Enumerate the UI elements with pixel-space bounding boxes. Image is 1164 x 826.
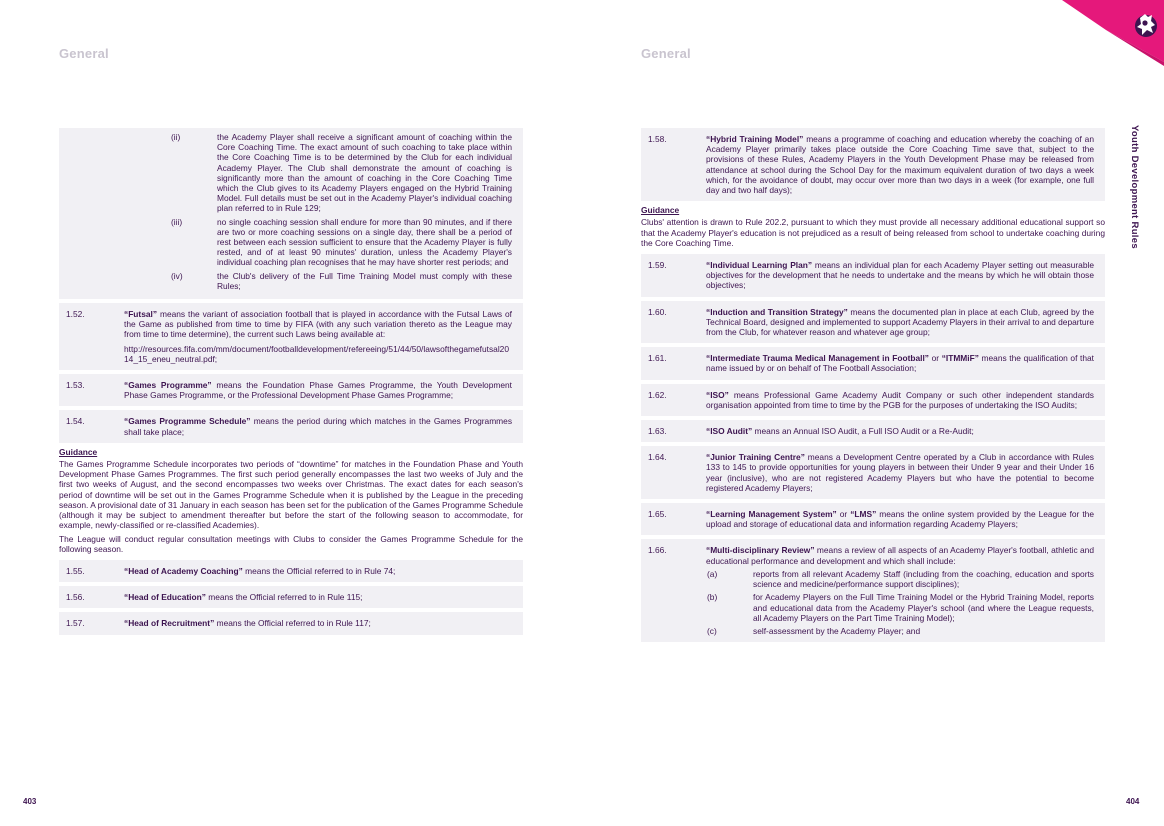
list-item (170, 271, 512, 291)
list-item (706, 569, 1094, 589)
definition-number: 1.56. (66, 592, 85, 603)
definition-term-alias: “LMS” (850, 509, 877, 520)
definition-term: “Hybrid Training Model” (706, 134, 804, 144)
definition-1-62 (641, 384, 1105, 416)
definition-1-66 (641, 539, 1105, 642)
definition-term: “Head of Education” (124, 592, 206, 603)
list-item (170, 217, 512, 268)
brand-corner-graphic (1024, 0, 1164, 70)
definition-number: 1.52. (66, 309, 85, 320)
definition-number: 1.64. (648, 452, 667, 463)
definition-body (706, 452, 1094, 493)
definition-text: means a Development Centre operated by a Club in accordance with Rules 133 to 145 to provide opportunities for young players in between their Under 9 year and their Under 16 year (inclusive), who are not registered Academy Players but who have the potential to become registered Academy Players; (706, 452, 1094, 493)
definition-body (124, 380, 512, 400)
page-number-right: 404 (1126, 797, 1140, 806)
definition-body (706, 426, 1094, 436)
definition-text: means a review of all aspects of an Academy Player's football, athletic and educational performance and development and which shall include: (706, 545, 1095, 566)
definition-number: 1.59. (648, 260, 667, 271)
definition-1-61 (641, 347, 1105, 379)
definition-body (706, 509, 1094, 529)
definition-text: means the qualification of that name issued by or on behalf of The Football Association; (706, 353, 1094, 374)
definition-term: “ISO Audit” (706, 426, 753, 437)
definition-text: means the Official referred to in Rule 117; (214, 618, 371, 629)
definition-text: means an Annual ISO Audit, a Full ISO Audit or a Re-Audit; (752, 426, 974, 437)
definition-body (124, 309, 512, 364)
definition-term: “Individual Learning Plan” (706, 260, 813, 271)
definition-body (124, 416, 512, 436)
list-number: (a) (707, 568, 718, 579)
definition-body (706, 307, 1094, 338)
left-column (59, 128, 523, 639)
definition-term: “Head of Academy Coaching” (124, 565, 243, 576)
page-header-right: General (641, 46, 691, 61)
list-item (170, 132, 512, 214)
definition-text: means Professional Game Academy Audit Company or such other independent standards organisation appointed from time to time by the PGB for the purposes of undertaking the ISO Audits; (706, 389, 1094, 410)
definition-body (706, 545, 1094, 636)
definition-term: “Multi-disciplinary Review” (706, 545, 815, 556)
definition-term: “ISO” (706, 389, 729, 400)
definition-text: means the Foundation Phase Games Programme, the Youth Development Phase Games Programme, or the Professional Development Phase Games Programme; (124, 380, 512, 401)
definition-number: 1.60. (648, 306, 667, 317)
page-header-left: General (59, 46, 109, 61)
definition-1-60 (641, 301, 1105, 344)
definition-text: means an individual plan for each Academy Player setting out measurable objectives for the development that he needs to undertake and the means by which he will obtain those objectives; (706, 260, 1095, 291)
definition-body (706, 353, 1094, 373)
definition-number: 1.61. (648, 353, 667, 364)
list-text: no single coaching session shall endure for more than 90 minutes, and if there are two or more coaching sessions on a single day, there shall be a period of rest between each session sufficient to ensure that the Academy Player is fully rested, and of at least 90 minutes' duration, unless the Academy Player's individual coaching plan recognises that he may have shorter rest periods; and (217, 216, 512, 268)
definition-1-58 (641, 128, 1105, 201)
list-number: (b) (707, 592, 718, 603)
definition-body (124, 566, 512, 576)
list-number: (iv) (171, 270, 183, 281)
definition-1-55 (59, 560, 523, 582)
list-number: (c) (707, 625, 717, 636)
guidance-heading: Guidance (641, 205, 680, 216)
definition-body (706, 260, 1094, 291)
definition-number: 1.54. (66, 416, 85, 427)
definition-number: 1.62. (648, 389, 667, 400)
definition-text: means the variant of association football that is played in accordance with the Futsal Laws of the Game as published from time to time by FIFA (with any such variation thereto as the League may from time to time determine), the current such Laws being available at: (124, 309, 512, 340)
definition-1-54 (59, 410, 523, 442)
definition-connector: or (836, 509, 851, 520)
definition-1-65 (641, 503, 1105, 535)
guidance-heading: Guidance (59, 446, 98, 457)
continued-list (59, 128, 523, 299)
definition-number: 1.57. (66, 618, 85, 629)
definition-connector: or (929, 353, 942, 364)
definition-number: 1.58. (648, 134, 667, 144)
list-text: reports from all relevant Academy Staff (including from the coaching, education and sports science and medicine/performance support disciplines); (753, 568, 1094, 590)
list-text: for Academy Players on the Full Time Training Model or the Hybrid Training Model, reports and educational data from the Academy Player's school (and where the League requests, all Academy Players on the Part Time Training Model); (753, 592, 1094, 623)
definition-text: means the online system provided by the League for the upload and storage of educational data and information regarding Academy Players; (706, 509, 1094, 530)
definition-term: “Games Programme” (124, 380, 212, 391)
list-text: the Academy Player shall receive a significant amount of coaching within the Core Coaching Time. The exact amount of such coaching to take place within the Core Coaching Time is to be determined by the Club for each individual Academy Player. The Club shall demonstrate the amount of coaching is significantly more than the amount of coaching in the Core Coaching Time which the Club gives to its Academy Players engaged on the Hybrid Training Model. Full details must be set out in the Academy Player's individual coaching plan referred to in Rule 129; (217, 132, 512, 214)
definition-term: “Intermediate Trauma Medical Management in Football” (706, 353, 929, 364)
definition-1-56 (59, 586, 523, 608)
definition-term: “Games Programme Schedule” (124, 416, 251, 427)
definition-term: “Induction and Transition Strategy” (706, 306, 848, 317)
definition-text: means the Official referred to in Rule 74; (242, 565, 396, 576)
definition-1-59 (641, 254, 1105, 297)
guidance-paragraph: The League will conduct regular consultation meetings with Clubs to consider the Games Programme Schedule for the following season. (59, 533, 523, 554)
definition-text: means the documented plan in place at each Club, agreed by the Technical Board, designed and implemented to support Academy Players in their arrival to and departure from the Club, for whatever reason and whatever age group; (706, 306, 1094, 338)
definition-1-63 (641, 420, 1105, 442)
definition-number: 1.63. (648, 426, 667, 437)
definition-body (124, 618, 512, 628)
definition-1-52 (59, 303, 523, 370)
list-item (706, 592, 1094, 623)
definition-1-57 (59, 612, 523, 634)
definition-number: 1.66. (648, 545, 667, 556)
definition-body (706, 134, 1094, 195)
definition-text: means a programme of coaching and education whereby the coaching of an Academy Player primarily takes place outside the Core Coaching Time save that, subject to the provisions of these Rules, Academy Players in the Youth Development Phase may be released from attendance at school during the School Day for the maximum equivalent duration of two days a week which, for the avoidance of doubt, may occur over more than two days in a week (for example, one full day and two half days); (706, 134, 1094, 196)
guidance-paragraph: Clubs' attention is drawn to Rule 202.2, pursuant to which they must provide all necessary additional educational support so that the Academy Player's education is not prejudiced as a result of being released from school to undertake coaching during the Core Coaching Time. (641, 217, 1105, 248)
definition-term: “Learning Management System” (706, 509, 837, 520)
list-text: the Club's delivery of the Full Time Training Model must comply with these Rules; (217, 270, 512, 291)
page-number-left: 403 (23, 797, 37, 806)
definition-term: “Head of Recruitment” (124, 618, 215, 629)
definition-number: 1.53. (66, 380, 85, 391)
definition-1-64 (641, 446, 1105, 499)
list-text: self-assessment by the Academy Player; and (753, 625, 921, 636)
definition-term: “Futsal” (124, 309, 158, 320)
list-item (706, 626, 1094, 636)
definition-term: “Junior Training Centre” (706, 452, 805, 463)
guidance-paragraph: The Games Programme Schedule incorporates two periods of “downtime” for matches in the Foundation Phase and Youth Development Phase Games Programmes. The first such period generally encompasses the last two weeks of July and the first two weeks of August, and the second encompasses two weeks over Christmas. The exact dates for each season's period of downtime will be set out in the Games Programme Schedule when it is published by the League in the preceding season. A provisional date of 31 January in each season has been set for the publication of the Games Programme Schedule (although it may be subject to amendment thereafter but before the start of the following season to accommodate, for example, newly-classified or re-classified Academies). (59, 459, 523, 531)
list-number: (ii) (171, 132, 181, 142)
definition-text: means the period during which matches in the Games Programmes shall take place; (124, 416, 513, 437)
definition-number: 1.55. (66, 565, 85, 576)
list-number: (iii) (171, 216, 183, 227)
right-column (641, 128, 1105, 646)
definition-1-53 (59, 374, 523, 406)
definition-term-alias: “ITMMiF” (941, 353, 979, 364)
futsal-laws-link[interactable]: http://resources.fifa.com/mm/document/footballdevelopment/refereeing/51/44/50/lawsofthegamefutsal2014_15_eneu_neutral.pdf; (124, 343, 510, 364)
definition-body (124, 592, 512, 602)
definition-text: means the Official referred to in Rule 115; (205, 592, 363, 603)
side-title: Youth Development Rules (1129, 125, 1141, 249)
definition-body (706, 390, 1094, 410)
definition-number: 1.65. (648, 509, 667, 520)
